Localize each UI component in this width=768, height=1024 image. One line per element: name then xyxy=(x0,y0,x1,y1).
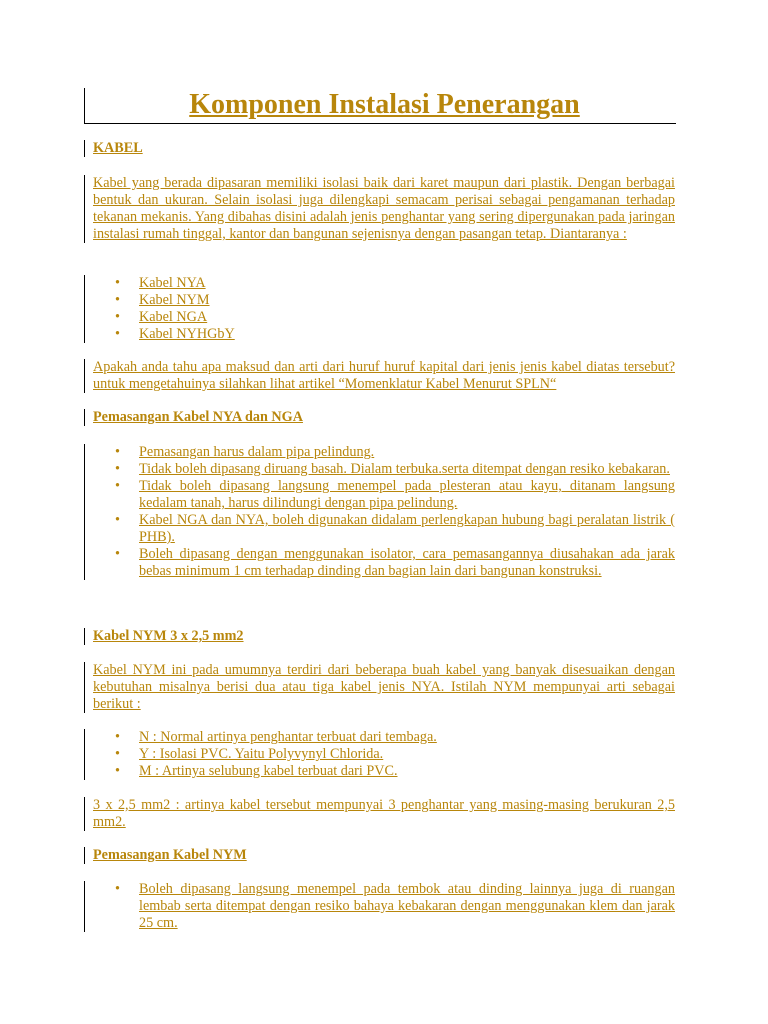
list-item xyxy=(93,292,675,309)
list-item xyxy=(93,326,675,343)
bullet-icon: • xyxy=(115,444,120,460)
section-heading-kabel: KABEL xyxy=(84,140,675,157)
paragraph-nym-size: 3 x 2,5 mm2 : artinya kabel tersebut mempunyai 3 penghantar yang masing-masing berukuran 2,5 mm2. xyxy=(84,797,675,831)
bullet-icon: • xyxy=(115,461,120,477)
list-item-text: M : Artinya selubung kabel terbuat dari PVC. xyxy=(139,763,398,779)
title-block xyxy=(84,88,676,124)
paragraph-nym-intro: Kabel NYM ini pada umumnya terdiri dari beberapa buah kabel yang banyak disesuaikan dengan kebutuhan misalnya berisi dua atau tiga kabel jenis NYA. Istilah NYM mempunyai arti sebagai berikut : xyxy=(84,662,675,713)
bullet-icon: • xyxy=(115,478,120,494)
bullet-icon: • xyxy=(115,512,120,528)
bullet-icon: • xyxy=(115,275,120,291)
bullet-list xyxy=(93,881,675,932)
list-item xyxy=(93,309,675,326)
section-heading-pemasangan-nym: Pemasangan Kabel NYM xyxy=(84,847,675,864)
bullet-icon: • xyxy=(115,326,120,342)
bullet-icon: • xyxy=(115,763,120,779)
list-item-text: Kabel NYM xyxy=(139,292,210,308)
list-item-text: Boleh dipasang langsung menempel pada tembok atau dinding lainnya juga di ruangan lembab serta ditempat dengan resiko bahaya kebakaran dengan menggunakan klem dan jarak 25 cm. xyxy=(139,881,675,931)
list-item xyxy=(93,763,675,780)
list-item-text: Tidak boleh dipasang diruang basah. Dialam terbuka.serta ditempat dengan resiko kebakaran. xyxy=(139,461,670,477)
bullet-icon: • xyxy=(115,292,120,308)
paragraph-kabel-note: Apakah anda tahu apa maksud dan arti dari huruf huruf kapital dari jenis jenis kabel diatas tersebut? untuk mengetahuinya silahkan lihat artikel “Momenklatur Kabel Menurut SPLN“ xyxy=(84,359,675,393)
list-item xyxy=(93,512,675,546)
list-item-text: Kabel NGA dan NYA, boleh digunakan didalam perlengkapan hubung bagi peralatan listrik ( PHB). xyxy=(139,512,675,545)
list-item-text: Y : Isolasi PVC. Yaitu Polyvynyl Chlorida. xyxy=(139,746,384,762)
list-item xyxy=(93,546,675,580)
section-heading-nym: Kabel NYM 3 x 2,5 mm2 xyxy=(84,628,675,645)
list-item-text: Kabel NYA xyxy=(139,275,206,291)
list-item-text: Tidak boleh dipasang langsung menempel pada plesteran atau kayu, ditanam langsung kedalam tanah, harus dilindungi dengan pipa pelindung. xyxy=(139,478,675,511)
list-item-text: N : Normal artinya penghantar terbuat dari tembaga. xyxy=(139,729,437,745)
bullet-icon: • xyxy=(115,546,120,562)
section-heading-nya-nga: Pemasangan Kabel NYA dan NGA xyxy=(84,409,675,426)
list-item xyxy=(93,275,675,292)
list-item-text: Boleh dipasang dengan menggunakan isolator, cara pemasangannya diusahakan ada jarak bebas minimum 1 cm terhadap dinding dan bagian lain dari bangunan konstruksi. xyxy=(139,546,675,579)
list-item xyxy=(93,444,675,461)
paragraph-kabel-intro: Kabel yang berada dipasaran memiliki isolasi baik dari karet maupun dari plastik. Dengan berbagai bentuk dan ukuran. Selain isolasi juga dilengkapi semacam perisai sebagai pengamanan terhadap tekanan mekanis. Yang dibahas disini adalah jenis penghantar yang sering dipergunakan pada jaringan instalasi rumah tinggal, kantor dan bangunan sejenisnya dengan pasangan tetap. Diantaranya : xyxy=(84,175,675,243)
list-item xyxy=(93,461,675,478)
bullet-icon: • xyxy=(115,746,120,762)
list-item-text: Pemasangan harus dalam pipa pelindung. xyxy=(139,444,375,460)
list-kabel-types xyxy=(84,275,675,343)
list-nya-nga xyxy=(84,444,675,580)
bullet-list xyxy=(93,729,675,780)
bullet-icon: • xyxy=(115,881,120,897)
list-item xyxy=(93,478,675,512)
page-title: Komponen Instalasi Penerangan xyxy=(189,89,580,120)
list-pemasangan-nym xyxy=(84,881,675,932)
bullet-icon: • xyxy=(115,309,120,325)
bullet-icon: • xyxy=(115,729,120,745)
bullet-list xyxy=(93,444,675,580)
list-item-text: Kabel NYHGbY xyxy=(139,326,235,342)
bullet-list xyxy=(93,275,675,343)
list-item xyxy=(93,729,675,746)
list-item xyxy=(93,881,675,932)
list-item-text: Kabel NGA xyxy=(139,309,208,325)
list-item xyxy=(93,746,675,763)
list-nym-items xyxy=(84,729,675,780)
